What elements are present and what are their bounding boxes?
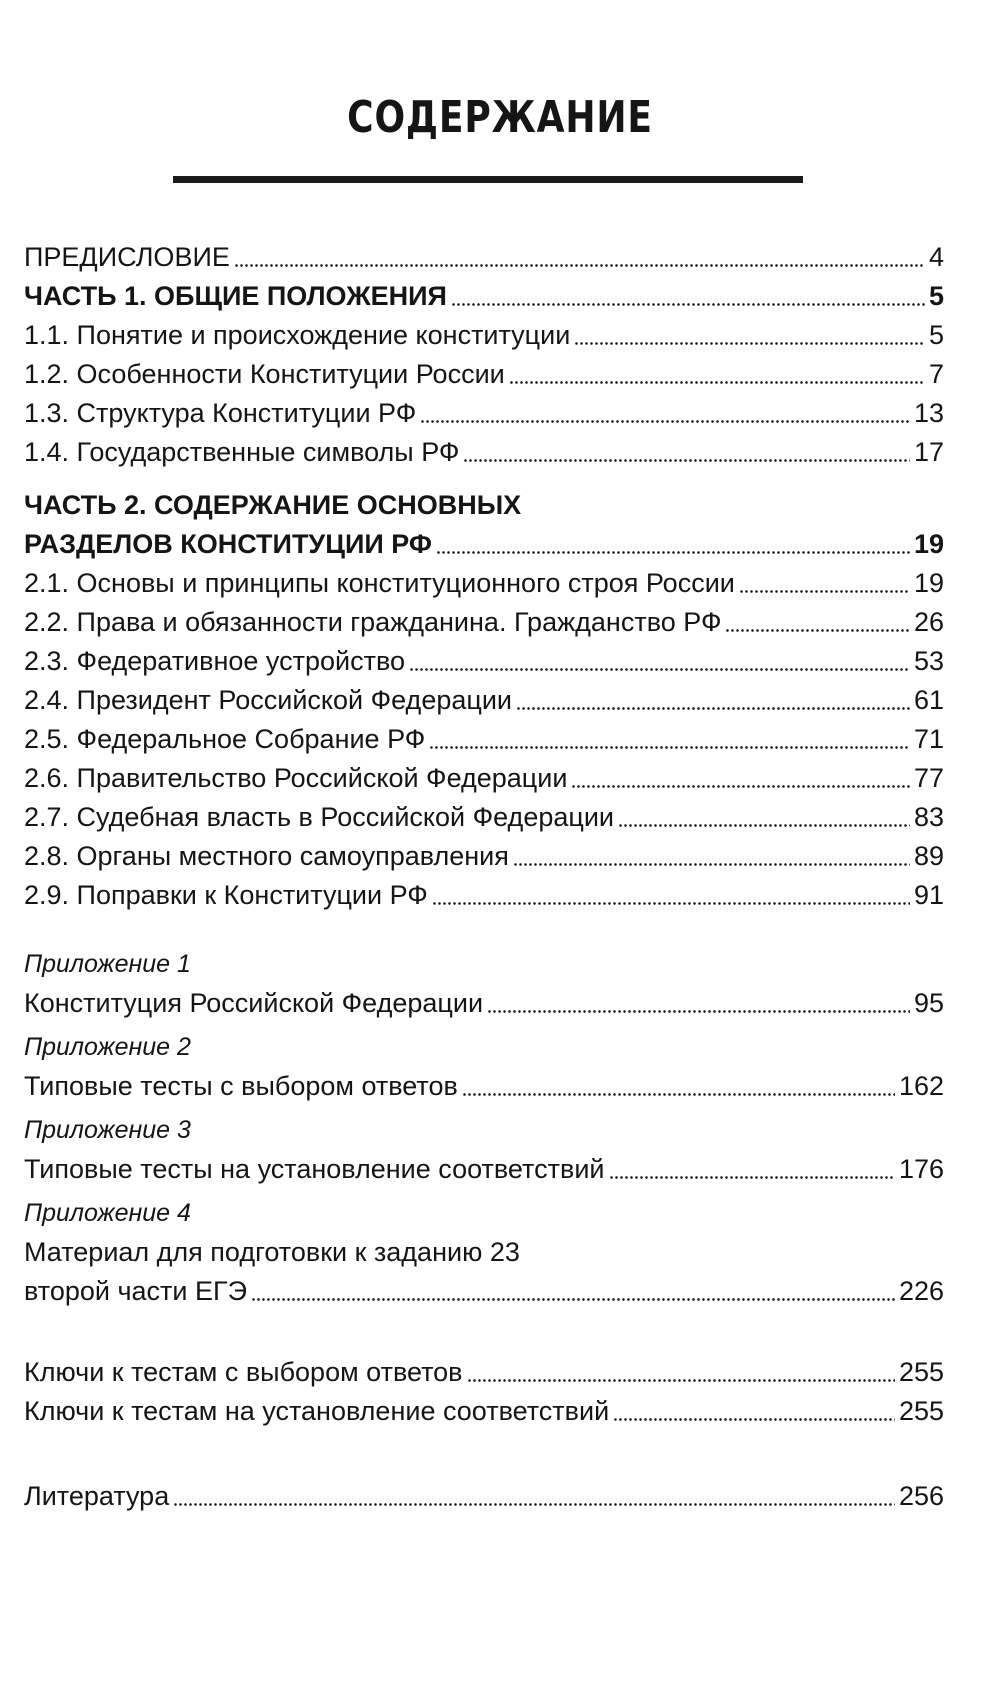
entry-label: 1.2. Особенности Конституции России — [24, 359, 505, 389]
toc-entry-literature[interactable] — [24, 1477, 944, 1516]
toc-entry-appendix-1[interactable] — [24, 984, 944, 1023]
dot-leader — [462, 1093, 895, 1096]
entry-page: 5 — [928, 281, 944, 311]
entry-label: 2.9. Поправки к Конституции РФ — [24, 880, 428, 910]
entry-label: 2.7. Судебная власть в Российской Федерации — [24, 802, 614, 832]
entry-page: 5 — [928, 320, 944, 350]
toc-entry-2-9[interactable] — [24, 876, 944, 915]
dot-leader — [613, 1418, 895, 1421]
dot-leader — [618, 824, 910, 827]
dot-leader — [467, 1379, 895, 1382]
entry-label: Ключи к тестам на установление соответствий — [24, 1396, 610, 1426]
entry-label: 2.8. Органы местного самоуправления — [24, 841, 509, 871]
entry-label: второй части ЕГЭ — [24, 1276, 248, 1306]
toc-entry-2-3[interactable] — [24, 642, 944, 681]
entry-page: 17 — [913, 437, 944, 467]
entry-page: 26 — [913, 607, 944, 637]
entry-label: 2.6. Правительство Российской Федерации — [24, 763, 568, 793]
entry-page: 176 — [898, 1154, 944, 1184]
dot-leader — [451, 303, 925, 306]
toc-entry-appendix-2[interactable] — [24, 1067, 944, 1106]
dot-leader — [725, 629, 909, 632]
entry-label: ЧАСТЬ 1. ОБЩИЕ ПОЛОЖЕНИЯ — [24, 281, 447, 311]
dot-leader — [420, 420, 910, 423]
entry-label: Типовые тесты с выбором ответов — [24, 1071, 458, 1101]
entry-page: 77 — [913, 763, 944, 793]
entry-page: 95 — [913, 988, 944, 1018]
entry-label: 2.4. Президент Российской Федерации — [24, 685, 512, 715]
entry-label: 2.1. Основы и принципы конституционного строя России — [24, 568, 735, 598]
entry-page: 71 — [913, 724, 944, 754]
dot-leader — [409, 668, 910, 671]
appendix-4-label-line1: Материал для подготовки к заданию 23 — [24, 1237, 520, 1267]
entry-label: 2.5. Федеральное Собрание РФ — [24, 724, 426, 754]
toc-entry-2-1[interactable] — [24, 564, 944, 603]
dot-leader — [429, 746, 910, 749]
entry-page: 162 — [898, 1071, 944, 1101]
toc-entry-2-7[interactable] — [24, 798, 944, 837]
dot-leader — [251, 1298, 895, 1301]
toc-entry-1-2[interactable] — [24, 355, 944, 394]
toc-entry-part1[interactable] — [24, 277, 944, 316]
entry-page: 255 — [898, 1357, 944, 1387]
appendix-3-heading: Приложение 3 — [24, 1116, 191, 1144]
dot-leader — [173, 1503, 895, 1506]
entry-page: 13 — [913, 398, 944, 428]
entry-label: Ключи к тестам с выбором ответов — [24, 1357, 463, 1387]
dot-leader — [436, 551, 910, 554]
entry-page: 61 — [913, 685, 944, 715]
toc-entry-1-3[interactable] — [24, 394, 944, 433]
part2-heading-line1: ЧАСТЬ 2. СОДЕРЖАНИЕ ОСНОВНЫХ — [24, 490, 522, 520]
entry-label: 1.3. Структура Конституции РФ — [24, 398, 417, 428]
entry-page: 4 — [928, 242, 944, 272]
toc-entry-2-8[interactable] — [24, 837, 944, 876]
toc-entry-2-6[interactable] — [24, 759, 944, 798]
toc-entry-appendix-3[interactable] — [24, 1150, 944, 1189]
entry-page: 83 — [913, 802, 944, 832]
appendix-2-heading: Приложение 2 — [24, 1033, 191, 1061]
entry-page: 19 — [913, 529, 944, 559]
entry-page: 53 — [913, 646, 944, 676]
dot-leader — [487, 1010, 910, 1013]
entry-label: 2.2. Права и обязанности гражданина. Гражданство РФ — [24, 607, 722, 637]
entry-label: ПРЕДИСЛОВИЕ — [24, 242, 230, 272]
toc-entry-keys-matching[interactable] — [24, 1392, 944, 1431]
toc-entry-1-1[interactable] — [24, 316, 944, 355]
toc-entry-preface[interactable] — [24, 238, 944, 277]
entry-page: 255 — [898, 1396, 944, 1426]
entry-page: 7 — [928, 359, 944, 389]
entry-label: Типовые тесты на установление соответствий — [24, 1154, 605, 1184]
dot-leader — [609, 1176, 895, 1179]
toc-entry-2-2[interactable] — [24, 603, 944, 642]
dot-leader — [463, 459, 910, 462]
dot-leader — [516, 707, 910, 710]
toc-entry-2-5[interactable] — [24, 720, 944, 759]
dot-leader — [513, 863, 910, 866]
entry-page: 19 — [913, 568, 944, 598]
dot-leader — [574, 342, 925, 345]
entry-page: 91 — [913, 880, 944, 910]
entry-label: Конституция Российской Федерации — [24, 988, 484, 1018]
dot-leader — [234, 264, 925, 267]
appendix-4-heading: Приложение 4 — [24, 1199, 191, 1227]
title-underline — [173, 176, 803, 183]
toc-entry-keys-choice[interactable] — [24, 1353, 944, 1392]
entry-label: 1.4. Государственные символы РФ — [24, 437, 460, 467]
toc-entry-2-4[interactable] — [24, 681, 944, 720]
entry-label: Литература — [24, 1481, 170, 1511]
dot-leader — [509, 381, 925, 384]
page-title: СОДЕРЖАНИЕ — [347, 92, 653, 143]
entry-label: 1.1. Понятие и происхождение конституции — [24, 320, 571, 350]
toc-entry-appendix-4[interactable] — [24, 1272, 944, 1311]
entry-label: РАЗДЕЛОВ КОНСТИТУЦИИ РФ — [24, 529, 432, 559]
entry-page: 226 — [898, 1276, 944, 1306]
dot-leader — [571, 785, 910, 788]
dot-leader — [432, 902, 910, 905]
entry-page: 89 — [913, 841, 944, 871]
table-of-contents — [24, 238, 944, 1516]
appendix-1-heading: Приложение 1 — [24, 950, 191, 978]
entry-label: 2.3. Федеративное устройство — [24, 646, 406, 676]
toc-entry-part2[interactable] — [24, 525, 944, 564]
dot-leader — [739, 590, 910, 593]
entry-page: 256 — [898, 1481, 944, 1511]
toc-entry-1-4[interactable] — [24, 433, 944, 472]
